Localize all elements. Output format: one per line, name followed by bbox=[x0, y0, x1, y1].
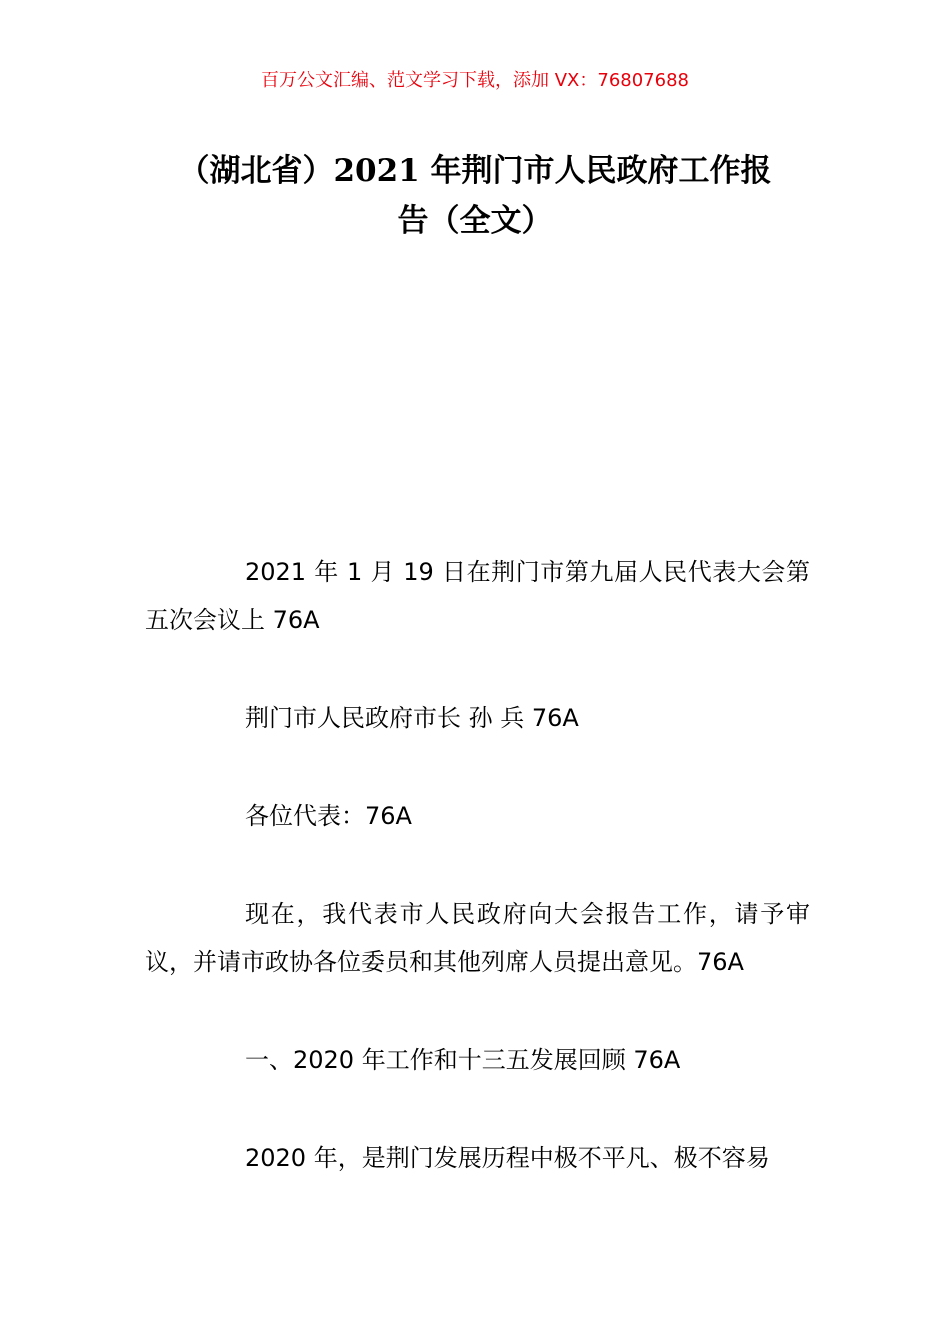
paragraph-opening: 现在，我代表市人民政府向大会报告工作，请予审议，并请市政协各位委员和其他列席人员提出意见。76A bbox=[145, 900, 810, 976]
paragraph-review-start: 2020 年，是荆门发展历程中极不平凡、极不容易 bbox=[245, 1144, 770, 1172]
document-body bbox=[145, 548, 810, 1232]
paragraph-meeting-info: 2021 年 1 月 19 日在荆门市第九届人民代表大会第五次会议上 76A bbox=[145, 558, 810, 634]
promo-header-banner: 百万公文汇编、范文学习下载，添加 VX：76807688 bbox=[261, 70, 689, 91]
document-title-line-2: 告（全文） bbox=[397, 203, 553, 239]
document-title bbox=[145, 146, 805, 246]
section-heading-1: 一、2020 年工作和十三五发展回顾 76A bbox=[245, 1046, 681, 1074]
paragraph-speaker: 荆门市人民政府市长 孙 兵 76A bbox=[245, 704, 579, 732]
document-title-line-1: （湖北省）2021 年荆门市人民政府工作报 bbox=[178, 153, 772, 189]
paragraph-salutation: 各位代表：76A bbox=[245, 802, 412, 830]
